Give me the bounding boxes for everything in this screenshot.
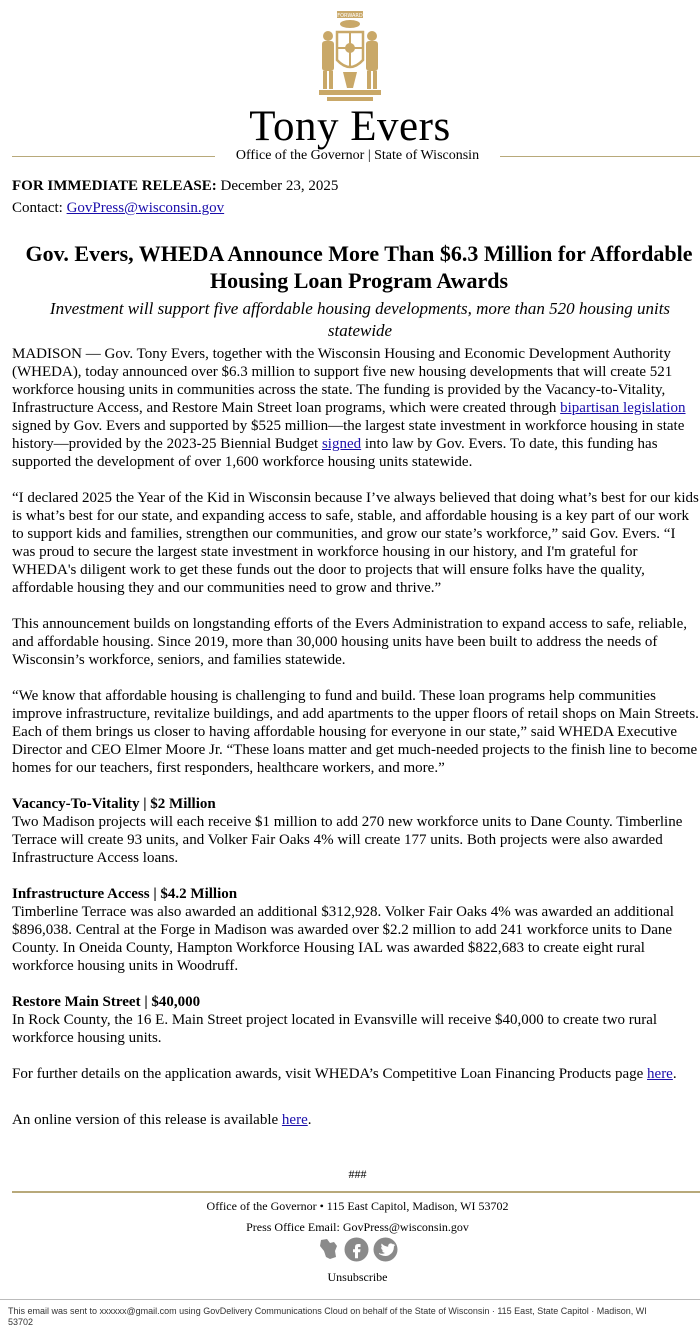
release-date: December 23, 2025 bbox=[220, 178, 339, 194]
release-date-line bbox=[12, 175, 338, 197]
office-line: Office of the Governor | State of Wisconsin bbox=[235, 148, 480, 163]
subheadline: Investment will support five affordable housing developments, more than 520 housing units statewide bbox=[49, 299, 671, 340]
contact-line bbox=[12, 197, 338, 219]
paragraph-governor-quote: “I declared 2025 the Year of the Kid in Wisconsin because I’ve always believed that doing what’s best for our kids is what’s best for our state, and expanding access to safe, stable, and affordable housing is a key part of our work to support kids and families, strengthen our communities, and grow our state’s workforce,” said Gov. Evers. “I was proud to secure the largest state investment in workforce housing in our history, and I'm grateful for WHEDA's diligent work to get these funds out the door to projects that will ensure folks have the quality, affordable housing they and our communities need to grow and thrive.” bbox=[12, 490, 699, 596]
end-marker: ### bbox=[348, 1167, 367, 1181]
section-title: Infrastructure Access | $4.2 Million bbox=[12, 886, 238, 902]
release-label: FOR IMMEDIATE RELEASE: bbox=[12, 178, 217, 194]
svg-text:FORWARD: FORWARD bbox=[337, 13, 363, 19]
section-infrastructure-access: Infrastructure Access | $4.2 Million Timberline Terrace was also awarded an additional $312,928. Volker Fair Oaks 4% was awarded an additional $896,038. Central at the Forge in Madison was awarded over $2.2 million to add 241 workforce units to Dane County. In Oneida County, Hampton Workforce Housing IAL was awarded $822,683 to create eight rural workforce housing units in Woodruff. bbox=[12, 886, 674, 974]
facebook-icon[interactable] bbox=[344, 1237, 369, 1267]
release-info bbox=[12, 175, 338, 219]
section-title: Restore Main Street | $40,000 bbox=[12, 994, 201, 1010]
footer-press-email: Press Office Email: GovPress@wisconsin.gov bbox=[246, 1220, 469, 1234]
unsubscribe-link[interactable]: Unsubscribe bbox=[327, 1270, 388, 1284]
bottom-rule bbox=[0, 1299, 700, 1300]
paragraph-wheda-quote: “We know that affordable housing is challenging to fund and build. These loan programs help communities improve infrastructure, revitalize buildings, and add apartments to the upper floors of retail shops on Main Streets. Each of them brings us closer to having affordable housing for everyone in our state,” said WHEDA Executive Director and CEO Elmer Moore Jr. “These loans matter and get much-needed projects to the finish line to become homes for our teachers, first responders, healthcare workers, and more.” bbox=[12, 688, 699, 776]
footer-address: Office of the Governor • 115 East Capitol, Madison, WI 53702 bbox=[206, 1199, 509, 1213]
state-seal-icon bbox=[313, 10, 387, 105]
signed-link[interactable]: signed bbox=[321, 436, 362, 452]
header-rule-right bbox=[500, 156, 700, 157]
section-title: Vacancy-To-Vitality | $2 Million bbox=[12, 796, 216, 812]
bipartisan-legislation-link[interactable]: bipartisan legislation bbox=[560, 400, 686, 416]
wisconsin-icon[interactable] bbox=[318, 1237, 340, 1266]
paragraph-further-details: For further details on the application awards, visit WHEDA’s Competitive Loan Financing Products page here. bbox=[12, 1066, 677, 1082]
footer-rule bbox=[12, 1191, 700, 1193]
footer-info bbox=[0, 1196, 700, 1238]
unsubscribe-row bbox=[0, 1270, 700, 1285]
paragraph-administration: This announcement builds on longstanding efforts of the Evers Administration to expand access to safe, reliable, and affordable housing. Since 2019, more than 30,000 housing units have been built to address the needs of Wisconsin’s workforce, seniors, and families statewide. bbox=[12, 616, 687, 668]
section-restore-main-street: Restore Main Street | $40,000 In Rock County, the 16 E. Main Street project located in Evansville will receive $40,000 to create two rural workforce housing units. bbox=[12, 994, 658, 1046]
twitter-icon[interactable] bbox=[373, 1237, 398, 1267]
section-vacancy-to-vitality: Vacancy-To-Vitality | $2 Million Two Madison projects will each receive $1 million to add 270 new workforce units to Dane County. Timberline Terrace will create 93 units, and Volker Fair Oaks 4% will create 177 units. Both projects were also awarded Infrastructure Access loans. bbox=[12, 796, 683, 866]
page-header bbox=[0, 0, 700, 175]
fine-print: This email was sent to xxxxxx@gmail.com using GovDelivery Communications Cloud on behalf of the State of Wisconsin · 115 East, State Capitol · Madison, WI 53702 bbox=[8, 1306, 647, 1327]
loan-products-here-link[interactable]: here bbox=[647, 1066, 673, 1082]
paragraph-online-version: An online version of this release is available here. bbox=[12, 1112, 312, 1128]
governor-name: Tony Evers bbox=[249, 103, 451, 150]
social-icons bbox=[318, 1237, 398, 1263]
contact-email-link[interactable]: GovPress@wisconsin.gov bbox=[66, 200, 225, 216]
paragraph-intro: MADISON — Gov. Tony Evers, together with the Wisconsin Housing and Economic Development Authority (WHEDA), today announced over $6.3 million to support five new housing developments that will create 521 workforce housing units in communities across the state. The funding is provided by the Vacancy-to-Vitality, Infrastructure Access, and Restore Main Street loan programs, which were created through bipartisan legislation signed by Gov. Evers and supported by $525 million—the largest state investment in workforce housing in state history—provided by the 2023-25 Biennial Budget signed into law by Gov. Evers. To date, this funding has supported the development of over 1,600 workforce housing units statewide. bbox=[12, 346, 686, 470]
release-body bbox=[12, 345, 700, 1147]
contact-label: Contact: bbox=[12, 200, 63, 216]
headline: Gov. Evers, WHEDA Announce More Than $6.3 Million for Affordable Housing Loan Program Awards bbox=[25, 241, 693, 293]
online-version-here-link[interactable]: here bbox=[281, 1112, 308, 1128]
